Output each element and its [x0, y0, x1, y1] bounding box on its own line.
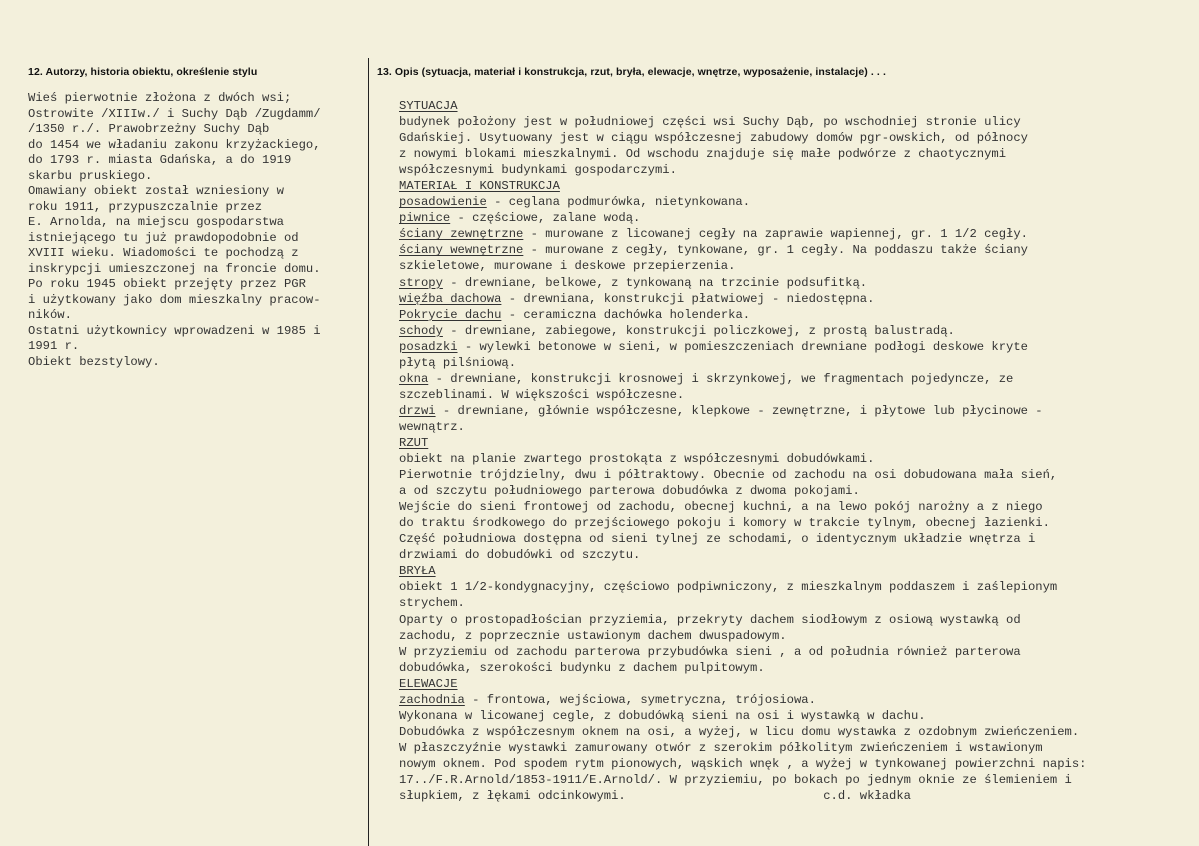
underlined-label: RZUT — [399, 435, 429, 450]
underlined-label: okna — [399, 371, 429, 386]
description-text-column — [399, 98, 1194, 804]
line-text: - drewniane, głównie współczesne, klepkowe - zewnętrzne, i płytowe lub płycinowe - — [435, 403, 1043, 418]
description-text-line — [399, 660, 1194, 676]
line-text: zachodu, z poprzecznie ustawionym dachem dwuspadowym. — [399, 628, 787, 643]
underlined-label: ściany wewnętrzne — [399, 243, 524, 258]
description-text-line — [399, 708, 1194, 724]
history-text-line: Ostatni użytkownicy wprowadzeni w 1985 i — [28, 323, 321, 338]
underlined-label: więźba dachowa — [399, 291, 502, 306]
column-divider — [368, 58, 369, 846]
line-text: drzwiami do dobudówki od szczytu. — [399, 548, 641, 563]
line-text: W przyziemiu od zachodu parterowa przybudówka sieni , a od południa również parterowa — [399, 644, 1021, 659]
underlined-label: piwnice — [399, 211, 451, 226]
line-text: strychem. — [399, 596, 465, 611]
description-text-line — [399, 355, 1194, 371]
description-text-line — [399, 387, 1194, 403]
description-text-line — [399, 531, 1194, 547]
description-text-line — [399, 483, 1194, 499]
line-text: W płaszczyźnie wystawki zamurowany otwór z szerokim półkolitym zwieńczeniem i wstawionym — [399, 740, 1043, 755]
line-text: szczeblinami. W większości współczesne. — [399, 387, 685, 402]
line-text: a od szczytu południowego parterowa dobudówka z dwoma pokojami. — [399, 484, 860, 499]
history-text-line: do 1793 r. miasta Gdańska, a do 1919 — [28, 153, 292, 167]
description-text-line — [399, 547, 1194, 563]
description-text-line — [399, 579, 1194, 595]
underlined-label: ściany zewnętrzne — [399, 227, 524, 242]
description-text-line — [399, 291, 1194, 307]
description-text-line — [399, 178, 1194, 194]
line-text: z nowymi blokami mieszkalnymi. Od wschodu znajduje się małe podwórze z chaotycznymi — [399, 147, 1007, 162]
description-text-line — [399, 339, 1194, 355]
line-text: Część południowa dostępna od sieni tylnej ze schodami, o identycznym układzie wnętrza i — [399, 532, 1036, 547]
underlined-label: drzwi — [399, 403, 436, 418]
line-text: - częściowe, zalane wodą. — [450, 211, 641, 226]
history-text-line: skarbu pruskiego. — [28, 168, 153, 183]
line-text: - ceramiczna dachówka holenderka. — [501, 307, 751, 322]
underlined-label: posadowienie — [399, 195, 487, 210]
history-text-column — [28, 91, 366, 370]
line-text: wewnątrz. — [399, 419, 465, 434]
history-text-line: Wieś pierwotnie złożona z dwóch wsi; — [28, 91, 292, 105]
description-text-line — [399, 740, 1194, 756]
history-text-line: Po roku 1945 obiekt przejęty przez PGR — [28, 277, 306, 291]
description-text-line — [399, 563, 1194, 579]
underlined-label: Pokrycie dachu — [399, 307, 502, 322]
line-text: - wylewki betonowe w sieni, w pomieszczeniach drewniane podłogi deskowe kryte — [457, 339, 1028, 354]
line-text: Pierwotnie trójdzielny, dwu i półtraktowy. Obecnie od zachodu na osi dobudowana mała sień, — [399, 468, 1058, 483]
underlined-label: MATERIAŁ I KONSTRUKCJA — [399, 179, 560, 194]
description-text-line — [399, 226, 1194, 242]
description-text-line — [399, 724, 1194, 740]
line-text: - murowane z licowanej cegły na zaprawie wapiennej, gr. 1 1/2 cegły. — [523, 227, 1028, 242]
line-text: płytą pilśniową. — [399, 355, 517, 370]
line-text: - frontowa, wejściowa, symetryczna, trójosiowa. — [464, 692, 816, 707]
description-text-line — [399, 275, 1194, 291]
line-text: - murowane z cegły, tynkowane, gr. 1 cegły. Na poddaszu także ściany — [523, 243, 1028, 258]
description-text-line — [399, 451, 1194, 467]
underlined-label: posadzki — [399, 339, 458, 354]
line-text: obiekt na planie zwartego prostokąta z współczesnymi dobudówkami. — [399, 452, 875, 467]
description-text-line — [399, 323, 1194, 339]
underlined-label: BRYŁA — [399, 564, 436, 579]
description-text-line — [399, 595, 1194, 611]
description-text-line — [399, 676, 1194, 692]
line-text: Wejście do sieni frontowej od zachodu, obecnej kuchni, a na lewo pokój narożny a z niego — [399, 500, 1043, 515]
description-text-line — [399, 772, 1194, 788]
line-text: budynek położony jest w południowej części wsi Suchy Dąb, po wschodniej stronie ulicy — [399, 115, 1021, 130]
description-text-line — [399, 242, 1194, 258]
line-text: 17../F.R.Arnold/1853-1911/E.Arnold/. W przyziemiu, po bokach po jednym oknie ze ślemieniem i — [399, 772, 1072, 787]
underlined-label: schody — [399, 323, 443, 338]
description-text-line — [399, 788, 1194, 804]
description-text-line — [399, 130, 1194, 146]
history-text-line: istniejącego tu już prawdopodobnie od — [28, 230, 299, 245]
description-text-line — [399, 419, 1194, 435]
history-text-line: Obiekt bezstylowy. — [28, 354, 160, 369]
history-text-line: inskrypcji umieszczonej na froncie domu. — [28, 261, 321, 276]
history-text-line: i użytkowany jako dom mieszkalny pracow- — [28, 292, 321, 307]
line-text: - drewniane, konstrukcji krosnowej i skrzynkowej, we fragmentach pojedyncze, ze — [428, 371, 1014, 386]
line-text: Dobudówka z współczesnym oknem na osi, a wyżej, w licu domu wystawka z ozdobnym zwieńczeniem. — [399, 724, 1080, 739]
section-12-heading: 12. Autorzy, historia obiektu, określenie stylu — [28, 66, 258, 78]
line-text: - drewniane, zabiegowe, konstrukcji policzkowej, z prostą balustradą. — [442, 323, 955, 338]
line-text: dobudówka, szerokości budynku z dachem pulpitowym. — [399, 660, 765, 675]
history-text-line: ników. — [28, 308, 72, 322]
description-text-line — [399, 146, 1194, 162]
history-text-line: E. Arnolda, na miejscu gospodarstwa — [28, 215, 284, 229]
description-text-line — [399, 307, 1194, 323]
description-text-line — [399, 499, 1194, 515]
underlined-label: SYTUACJA — [399, 99, 458, 113]
description-text-line — [399, 628, 1194, 644]
description-text-line — [399, 258, 1194, 274]
line-text: - drewniane, belkowe, z tynkowaną na trzcinie podsufitką. — [442, 275, 868, 290]
line-text: - ceglana podmurówka, nietynkowana. — [486, 195, 751, 210]
description-text-line — [399, 114, 1194, 130]
history-text-line: /1350 r./. Prawobrzeżny Suchy Dąb — [28, 122, 270, 136]
line-text: słupkiem, z łękami odcinkowymi. c.d. wkładka — [399, 789, 911, 804]
line-text: szkieletowe, murowane i deskowe przepierzenia. — [399, 259, 736, 274]
underlined-label: stropy — [399, 275, 443, 290]
line-text: Gdańskiej. Usytuowany jest w ciągu współczesnej zabudowy domów pgr-owskich, od północy — [399, 131, 1028, 146]
description-text-line — [399, 756, 1194, 772]
line-text: obiekt 1 1/2-kondygnacyjny, częściowo podpiwniczony, z mieszkalnym poddaszem i zaślepionym — [399, 580, 1058, 595]
history-text-line: Ostrowite /XIIIw./ i Suchy Dąb /Zugdamm/ — [28, 106, 321, 121]
description-text-line — [399, 403, 1194, 419]
description-text-line — [399, 644, 1194, 660]
history-text-line: 1991 r. — [28, 339, 80, 353]
line-text: Oparty o prostopadłościan przyziemia, przekryty dachem siodłowym z osiową wystawką od — [399, 612, 1021, 627]
description-text-line — [399, 210, 1194, 226]
section-13-heading: 13. Opis (sytuacja, materiał i konstrukcja, rzut, bryła, elewacje, wnętrze, wyposażenie, instalacje) . . . — [377, 66, 886, 78]
line-text: - drewniana, konstrukcji płatwiowej - niedostępna. — [501, 291, 875, 306]
history-text-line: Omawiany obiekt został wzniesiony w — [28, 184, 284, 198]
underlined-label: ELEWACJE — [399, 676, 458, 691]
description-text-line — [399, 98, 1194, 114]
description-text-line — [399, 612, 1194, 628]
description-text-line — [399, 194, 1194, 210]
description-text-line — [399, 435, 1194, 451]
underlined-label: zachodnia — [399, 692, 465, 707]
line-text: do traktu środkowego do przejściowego pokoju i komory w trakcie tylnym, obecnej łazienki. — [399, 516, 1050, 531]
description-text-line — [399, 692, 1194, 708]
history-text-line: roku 1911, przypuszczalnie przez — [28, 199, 263, 214]
line-text: nowym oknem. Pod spodem rytm pionowych, wąskich wnęk , a wyżej w tynkowanej powierzchni napis: — [399, 756, 1087, 771]
history-text-line: do 1454 we władaniu zakonu krzyżackiego, — [28, 137, 321, 152]
description-text-line — [399, 371, 1194, 387]
description-text-line — [399, 467, 1194, 483]
description-text-line — [399, 162, 1194, 178]
line-text: Wykonana w licowanej cegle, z dobudówką sieni na osi i wystawką w dachu. — [399, 708, 926, 723]
description-text-line — [399, 515, 1194, 531]
line-text: współczesnymi budynkami gospodarczymi. — [399, 163, 677, 178]
history-text-line: XVIII wieku. Wiadomości te pochodzą z — [28, 246, 299, 260]
